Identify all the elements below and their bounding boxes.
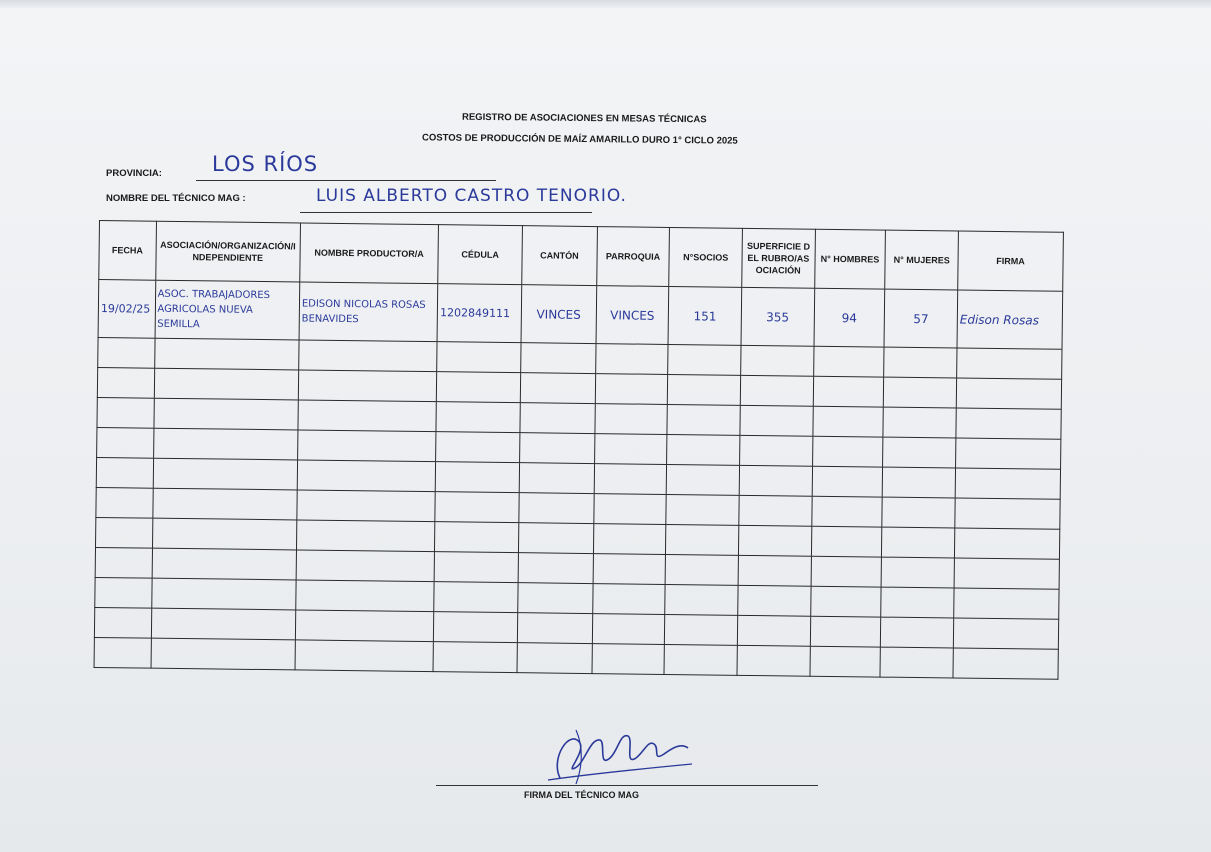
table-cell-empty	[153, 398, 298, 430]
header-parroquia: PARROQUIA	[596, 227, 669, 287]
tecnico-line	[300, 212, 592, 213]
provincia-line	[196, 180, 496, 181]
table-cell-empty	[297, 460, 436, 492]
tecnico-signature	[540, 718, 700, 790]
table-cell-empty	[953, 618, 1058, 649]
table-cell-empty	[739, 465, 812, 496]
header-firma: FIRMA	[958, 231, 1064, 291]
table-cell-empty	[881, 617, 954, 648]
header-canton: CANTÓN	[522, 226, 597, 286]
table-cell-empty	[297, 490, 436, 522]
table-cell-empty	[595, 404, 668, 435]
table-cell-empty	[95, 547, 152, 578]
signature-label: FIRMA DEL TÉCNICO MAG	[524, 790, 639, 800]
table-cell-empty	[813, 376, 884, 407]
table-cell-empty	[666, 494, 739, 525]
table-cell-empty	[954, 528, 1059, 559]
table-cell-empty	[811, 556, 882, 587]
table-cell-empty	[154, 368, 299, 400]
table-cell-empty	[881, 587, 954, 618]
table-cell-empty	[95, 577, 152, 608]
header-fecha: FECHA	[99, 221, 156, 281]
provincia-value: LOS RÍOS	[212, 152, 319, 176]
table-cell-empty	[518, 523, 593, 554]
table-cell-empty	[810, 616, 881, 647]
table-cell-empty	[957, 348, 1062, 379]
table-cell-empty	[299, 340, 438, 372]
table-cell-empty	[737, 615, 810, 646]
table-cell-empty	[517, 643, 592, 674]
table-cell-empty	[295, 640, 434, 672]
table-cell-empty	[665, 584, 738, 615]
table-cell-empty	[881, 557, 954, 588]
table-cell-empty	[668, 344, 741, 375]
table-cell-empty	[594, 464, 667, 495]
header-productor: NOMBRE PRODUCTOR/A	[300, 223, 439, 284]
table-cell-empty	[435, 522, 519, 553]
table-cell-empty	[956, 378, 1061, 409]
table-cell-empty	[739, 495, 812, 526]
table-cell-empty	[812, 466, 883, 497]
provincia-label: PROVINCIA:	[106, 168, 162, 179]
table-cell-empty	[154, 338, 299, 370]
header-socios: N°SOCIOS	[669, 227, 742, 287]
table-cell-empty	[435, 462, 519, 493]
table-cell-empty	[151, 638, 296, 670]
table-cell-empty	[738, 555, 811, 586]
header-hombres: N° HOMBRES	[814, 229, 885, 289]
table-cell-empty	[297, 430, 436, 462]
page-edge	[0, 0, 1211, 8]
table-cell-empty	[296, 550, 435, 582]
table-cell-empty	[956, 408, 1061, 439]
table-cell-empty	[152, 488, 297, 520]
table-cell-empty	[667, 404, 740, 435]
table-cell-empty	[295, 610, 434, 642]
table-cell-empty	[813, 346, 884, 377]
table-cell-empty	[152, 548, 297, 580]
registration-table	[94, 220, 1064, 680]
tecnico-value: LUIS ALBERTO CASTRO TENORIO.	[316, 186, 627, 206]
table-cell-empty	[94, 607, 151, 638]
table-cell-empty	[884, 347, 957, 378]
table-cell-empty	[884, 377, 957, 408]
table-cell-empty	[296, 520, 435, 552]
table-cell-empty	[953, 648, 1058, 679]
table-cell-empty	[811, 496, 882, 527]
table-cell-empty	[880, 647, 953, 678]
table-cell-empty	[883, 437, 956, 468]
signature-line	[436, 785, 818, 786]
table-cell-empty	[96, 457, 153, 488]
table-cell-empty	[740, 375, 813, 406]
table-cell-empty	[665, 614, 738, 645]
table-cell-empty	[812, 436, 883, 467]
table-cell-empty	[595, 374, 668, 405]
table-cell-empty	[153, 458, 298, 490]
header-asociacion: ASOCIACIÓN/ORGANIZACIÓN/INDEPENDIENTE	[155, 221, 300, 282]
table-cell-empty	[437, 342, 521, 373]
table-cell-empty	[434, 582, 518, 613]
table-cell-empty	[813, 406, 884, 437]
table-cell-empty	[738, 525, 811, 556]
table-cell-empty	[810, 646, 881, 677]
table-cell-empty	[436, 432, 520, 463]
table-cell-empty	[664, 644, 737, 675]
header-mujeres: N° MUJERES	[885, 230, 958, 290]
table-cell-empty	[94, 637, 151, 668]
header-superficie: SUPERFICIE DEL RUBRO/ASOCIACIÓN	[742, 228, 815, 288]
cell-productor: EDISON NICOLAS ROSAS BENAVIDES	[299, 282, 438, 342]
table-cell-empty	[810, 586, 881, 617]
table-cell-empty	[811, 526, 882, 557]
table-cell-empty	[296, 580, 435, 612]
table-cell-empty	[520, 403, 595, 434]
table-cell-empty	[595, 344, 668, 375]
table-cell-empty	[955, 468, 1060, 499]
cell-socios: 151	[668, 286, 741, 345]
table-cell-empty	[518, 583, 593, 614]
cell-firma: Edison Rosas	[957, 290, 1063, 349]
table-cell-empty	[593, 494, 666, 525]
table-cell-empty	[668, 374, 741, 405]
table-cell-empty	[298, 400, 437, 432]
table-cell-empty	[592, 584, 665, 615]
table-cell-empty	[97, 427, 154, 458]
table-cell-empty	[152, 518, 297, 550]
document-title: REGISTRO DE ASOCIACIONES EN MESAS TÉCNICAS	[461, 111, 707, 126]
table-cell-empty	[593, 554, 666, 585]
table-cell-empty	[882, 467, 955, 498]
table-cell-empty	[592, 614, 665, 645]
table-cell-empty	[298, 370, 437, 402]
cell-canton: VINCES	[521, 285, 596, 344]
table-cell-empty	[883, 407, 956, 438]
table-cell-empty	[741, 345, 814, 376]
cell-superficie: 355	[741, 287, 814, 346]
table-cell-empty	[666, 464, 739, 495]
table-cell-empty	[96, 487, 153, 518]
table-cell-empty	[882, 527, 955, 558]
table-cell-empty	[517, 613, 592, 644]
table-cell-empty	[151, 608, 296, 640]
table-cell-empty	[520, 373, 595, 404]
table-cell-empty	[97, 397, 154, 428]
table-cell-empty	[594, 434, 667, 465]
table-cell-empty	[519, 493, 594, 524]
table-cell-empty	[95, 517, 152, 548]
table-cell-empty	[955, 498, 1060, 529]
table-cell-empty	[667, 434, 740, 465]
table-cell-empty	[665, 554, 738, 585]
table-cell-empty	[98, 337, 155, 368]
table-cell-empty	[521, 343, 596, 374]
table-cell-empty	[519, 463, 594, 494]
table-cell-empty	[738, 585, 811, 616]
table-cell-empty	[434, 552, 518, 583]
table-cell-empty	[955, 438, 1060, 469]
table-cell-empty	[97, 367, 154, 398]
table-cell-empty	[882, 497, 955, 528]
table-cell-empty	[433, 642, 517, 673]
cell-asociacion: ASOC. TRABAJADORES AGRICOLAS NUEVA SEMILLA	[155, 280, 300, 340]
table-cell-empty	[954, 588, 1059, 619]
table-cell-empty	[593, 524, 666, 555]
table-cell-empty	[436, 372, 520, 403]
table-cell-empty	[435, 492, 519, 523]
table-cell-empty	[518, 553, 593, 584]
cell-mujeres: 57	[884, 289, 957, 348]
table-cell-empty	[666, 524, 739, 555]
table-cell-empty	[434, 612, 518, 643]
table-cell-empty	[436, 402, 520, 433]
cell-hombres: 94	[814, 288, 885, 347]
table-cell-empty	[740, 405, 813, 436]
table-cell-empty	[151, 578, 296, 610]
cell-cedula: 1202849111	[437, 284, 521, 343]
table-cell-empty	[740, 435, 813, 466]
table-cell-empty	[737, 645, 810, 676]
tecnico-label: NOMBRE DEL TÉCNICO MAG :	[106, 193, 246, 204]
document-subtitle: COSTOS DE PRODUCCIÓN DE MAÍZ AMARILLO DURO 1° CICLO 2025	[421, 132, 738, 147]
cell-parroquia: VINCES	[596, 286, 669, 345]
table-cell-empty	[954, 558, 1059, 589]
cell-fecha: 19/02/25	[98, 280, 155, 339]
table-cell-empty	[592, 644, 665, 675]
table-cell-empty	[519, 433, 594, 464]
header-cedula: CÉDULA	[438, 225, 522, 285]
table-cell-empty	[153, 428, 298, 460]
